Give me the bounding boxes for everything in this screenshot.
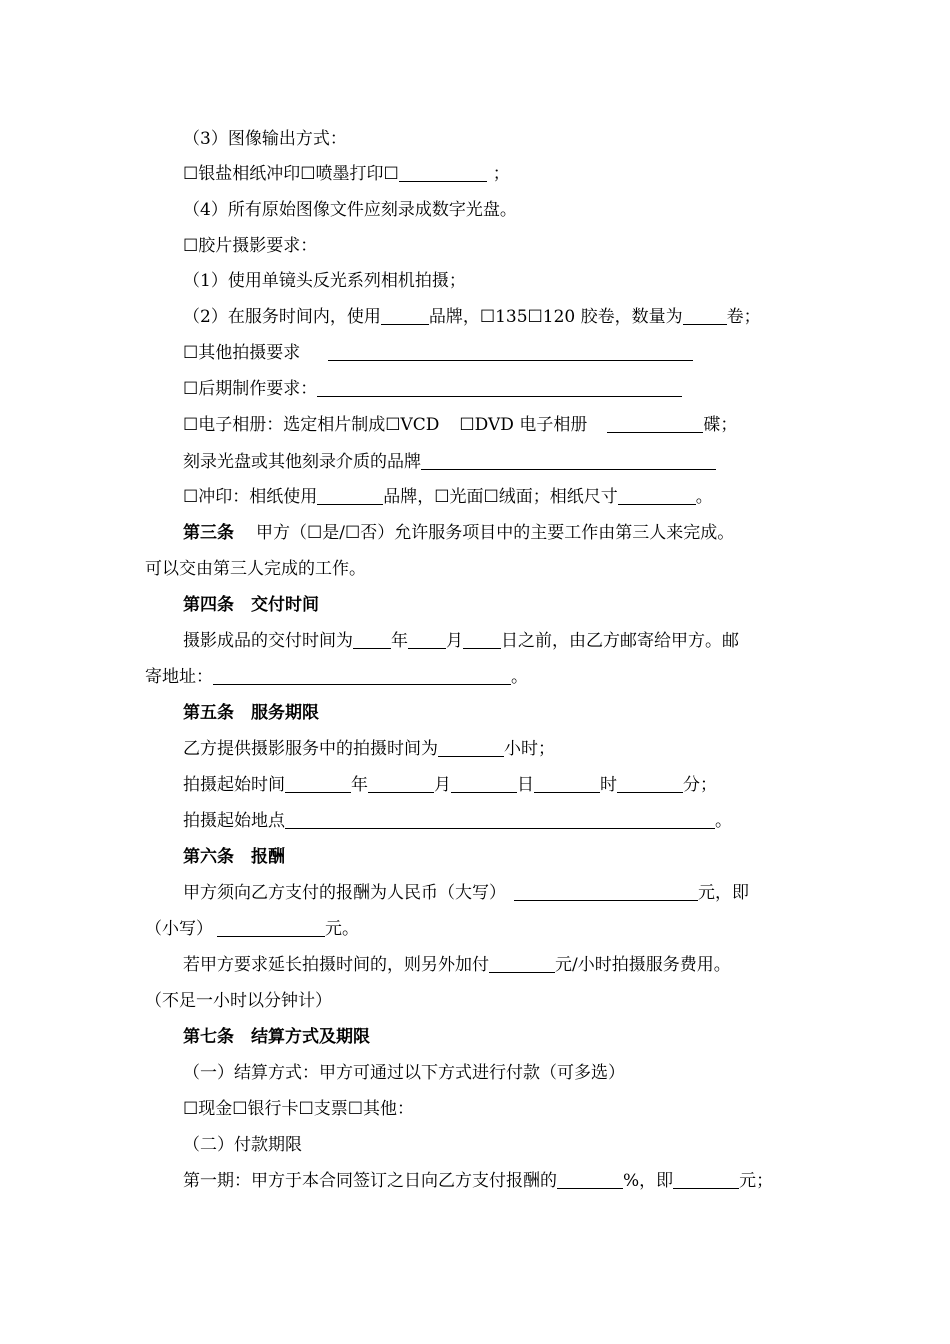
fill-blank[interactable] (217, 918, 325, 937)
printing-line: ☐冲印：相纸使用 品牌，☐光面☐绒面；相纸尺寸 。 (183, 479, 713, 515)
fill-blank[interactable] (353, 630, 391, 649)
film-item-2: （2）在服务时间内，使用 品牌，☐135☐120 胶卷，数量为 卷； (183, 299, 761, 335)
fill-blank[interactable] (317, 378, 682, 397)
image-output-heading: （3）图像输出方式： (183, 129, 347, 149)
mailing-address-line: 寄地址： 。 (145, 667, 528, 687)
disc-brand-line: 刻录光盘或其他刻录介质的品牌 (183, 444, 716, 480)
fill-blank[interactable] (421, 451, 716, 470)
shooting-location-line: 拍摄起始地点 。 (183, 811, 732, 831)
shooting-duration-line: 乙方提供摄影服务中的拍摄时间为 小时； (183, 739, 555, 759)
settlement-method-line: （一）结算方式：甲方可通过以下方式进行付款（可多选） (183, 1063, 625, 1083)
article-5-title: 第五条 服务期限 (183, 703, 319, 723)
article-7-title: 第七条 结算方式及期限 (183, 1027, 370, 1047)
extension-note: （不足一小时以分钟计） (145, 991, 332, 1011)
post-production-requirements: ☐后期制作要求： (183, 371, 682, 407)
extension-fee-line: 若甲方要求延长拍摄时间的，则另外加付 元/小时拍摄服务费用。 (183, 955, 731, 975)
article-6-title: 第六条 报酬 (183, 847, 285, 867)
fill-blank[interactable] (285, 810, 715, 829)
remuneration-lowercase-line: （小写） 元。 (145, 919, 359, 939)
checkbox[interactable]: ☐ (183, 343, 199, 363)
film-requirements-heading: ☐胶片摄影要求： (183, 228, 317, 264)
checkbox[interactable]: ☐ (479, 307, 496, 327)
fill-blank[interactable] (438, 738, 504, 757)
article-3: 第三条 甲方（☐是/☐否）允许服务项目中的主要工作由第三人来完成。 (183, 515, 734, 551)
checkbox[interactable]: ☐ (300, 164, 316, 184)
delivery-time-line: 摄影成品的交付时间为 年 月 日之前，由乙方邮寄给甲方。邮 (183, 631, 739, 651)
checkbox[interactable]: ☐ (385, 415, 401, 435)
fill-blank[interactable] (683, 306, 727, 325)
disc-requirement: （4）所有原始图像文件应刻录成数字光盘。 (183, 200, 517, 220)
checkbox[interactable]: ☐ (527, 307, 543, 327)
remuneration-line: 甲方须向乙方支付的报酬为人民币（大写） 元，即 (183, 883, 749, 903)
payment-term-heading: （二）付款期限 (183, 1135, 302, 1155)
article-4-title: 第四条 交付时间 (183, 595, 319, 615)
electronic-album-line: ☐电子相册：选定相片制成☐VCD ☐DVD 电子相册 碟； (183, 407, 737, 443)
fill-blank[interactable] (381, 306, 429, 325)
checkbox[interactable]: ☐ (183, 236, 199, 256)
checkbox[interactable]: ☐ (183, 487, 199, 507)
checkbox[interactable]: ☐ (483, 487, 499, 507)
article-3-continuation: 可以交由第三人完成的工作。 (145, 559, 366, 579)
shooting-start-time-line: 拍摄起始时间 年 月 日 时 分； (183, 775, 717, 795)
film-item-1: （1）使用单镜头反光系列相机拍摄； (183, 271, 466, 291)
article-3-title: 第三条 (183, 523, 234, 543)
checkbox[interactable]: ☐ (232, 1099, 248, 1119)
checkbox[interactable]: ☐ (347, 1099, 363, 1119)
checkbox[interactable]: ☐ (298, 1099, 314, 1119)
fill-blank[interactable] (328, 342, 693, 361)
fill-blank[interactable] (451, 774, 517, 793)
fill-blank[interactable] (399, 163, 487, 182)
payment-methods-line: ☐现金☐银行卡☐支票☐其他： (183, 1091, 414, 1127)
fill-blank[interactable] (489, 954, 555, 973)
checkbox[interactable]: ☐ (344, 523, 361, 543)
checkbox[interactable]: ☐ (183, 1099, 199, 1119)
checkbox[interactable]: ☐ (383, 164, 399, 184)
fill-blank[interactable] (618, 486, 696, 505)
fill-blank[interactable] (673, 1170, 739, 1189)
fill-blank[interactable] (514, 882, 698, 901)
checkbox[interactable]: ☐ (183, 415, 199, 435)
fill-blank[interactable] (617, 774, 683, 793)
fill-blank[interactable] (607, 414, 703, 433)
fill-blank[interactable] (534, 774, 600, 793)
checkbox[interactable]: ☐ (434, 487, 450, 507)
output-options-line: ☐银盐相纸冲印☐喷墨打印☐ ； (183, 156, 510, 192)
fill-blank[interactable] (463, 630, 501, 649)
fill-blank[interactable] (368, 774, 434, 793)
fill-blank[interactable] (557, 1170, 623, 1189)
checkbox[interactable]: ☐ (183, 379, 199, 399)
fill-blank[interactable] (317, 486, 383, 505)
checkbox[interactable]: ☐ (459, 415, 475, 435)
first-installment-line: 第一期：甲方于本合同签订之日向乙方支付报酬的 %，即 元； (183, 1171, 774, 1191)
fill-blank[interactable] (408, 630, 446, 649)
checkbox[interactable]: ☐ (307, 523, 323, 543)
fill-blank[interactable] (285, 774, 351, 793)
checkbox[interactable]: ☐ (183, 164, 199, 184)
fill-blank[interactable] (213, 666, 511, 685)
other-shooting-requirements: ☐其他拍摄要求 (183, 335, 693, 371)
